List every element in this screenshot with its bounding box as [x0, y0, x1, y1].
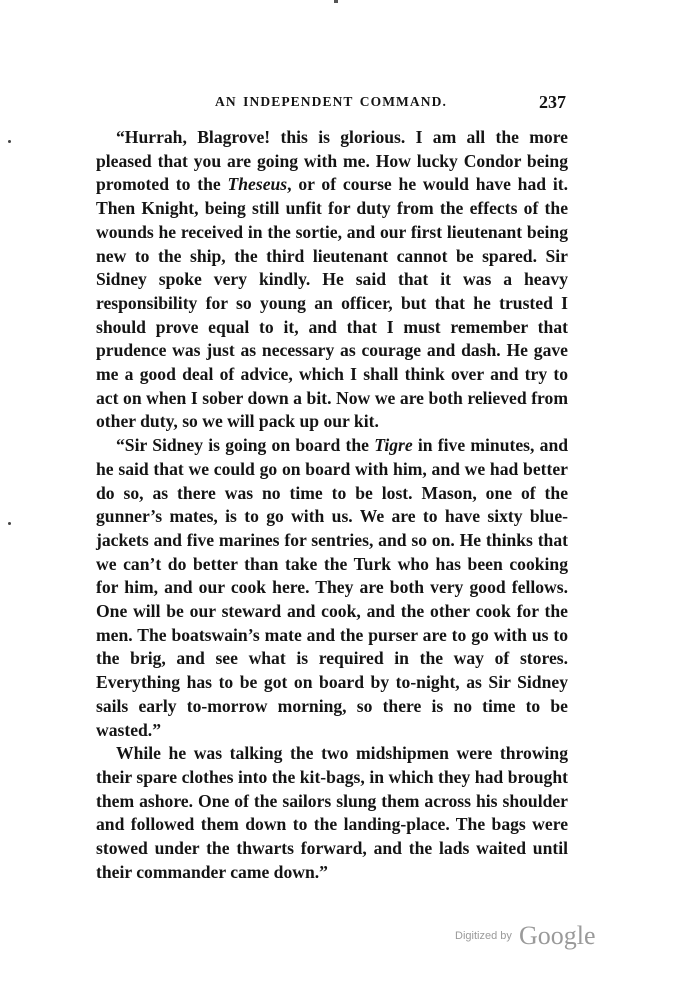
page-header [96, 93, 568, 117]
paragraph-2 [96, 434, 568, 742]
digitized-by-google-watermark [455, 921, 595, 953]
margin-dot [8, 522, 11, 525]
margin-dot [8, 140, 11, 143]
paragraph-2-text: “Sir Sidney is going on board the [116, 435, 375, 456]
paragraph-1-text-cont: , or of course he would have had it. Then Knight, being still unfit for duty from the effects of the wounds he received in the sortie, and our first lieutenant being new to the ship, the third lieutenant cannot be spared. Sir Sidney spoke very kindly. He said that it was a heavy responsibility for so young an officer, but that he trusted I should prove equal to it, and that I must remember that prudence was just as necessary as courage and dash. He gave me a good deal of advice, which I shall think over and try to act on when I sober down a bit. Now we are both relieved from other duty, so we will pack up our kit. [96, 174, 568, 432]
paragraph-2-text-cont: in five minutes, and he said that we could go on board with him, and we had better do so, as there was no time to be lost. Mason, one of the gunner’s mates, is to go with us. We are to have sixty blue-jackets and five marines for sentries, and so on. He thinks that we can’t do better than take the Turk who has been cooking for him, and our cook here. They are both very good fellows. One will be our steward and cook, and the other cook for the men. The boatswain’s mate and the purser are to go with us to the brig, and see what is required in the way of stores. Everything has to be got on board by to-night, as Sir Sidney sails early to-morrow morning, so there is no time to be wasted.” [96, 435, 569, 740]
body-text [96, 126, 568, 885]
paragraph-3 [96, 742, 568, 884]
running-head: AN INDEPENDENT COMMAND. [215, 94, 447, 109]
page-number: 237 [539, 92, 566, 112]
digitized-label: Digitized by [455, 930, 512, 942]
paragraph-3-text: While he was talking the two midshipmen were throwing their spare clothes into the kit-bags, in which they had brought them ashore. One of the sailors slung them across his shoulder and followed them down to the landing-place. The bags were stowed under the thwarts forward, and the lads waited until their commander came down.” [96, 743, 568, 882]
paragraph-1-text: “Hurrah, Blagrove! this is glorious. I am all the more pleased that you are going with me. How lucky Condor being promoted to the [96, 127, 568, 195]
ship-name-tigre: Tigre [374, 435, 413, 456]
ship-name-theseus: Theseus [227, 174, 288, 195]
paragraph-1 [96, 126, 568, 434]
page-top-mark [334, 0, 338, 3]
google-logo: Google [518, 921, 596, 950]
